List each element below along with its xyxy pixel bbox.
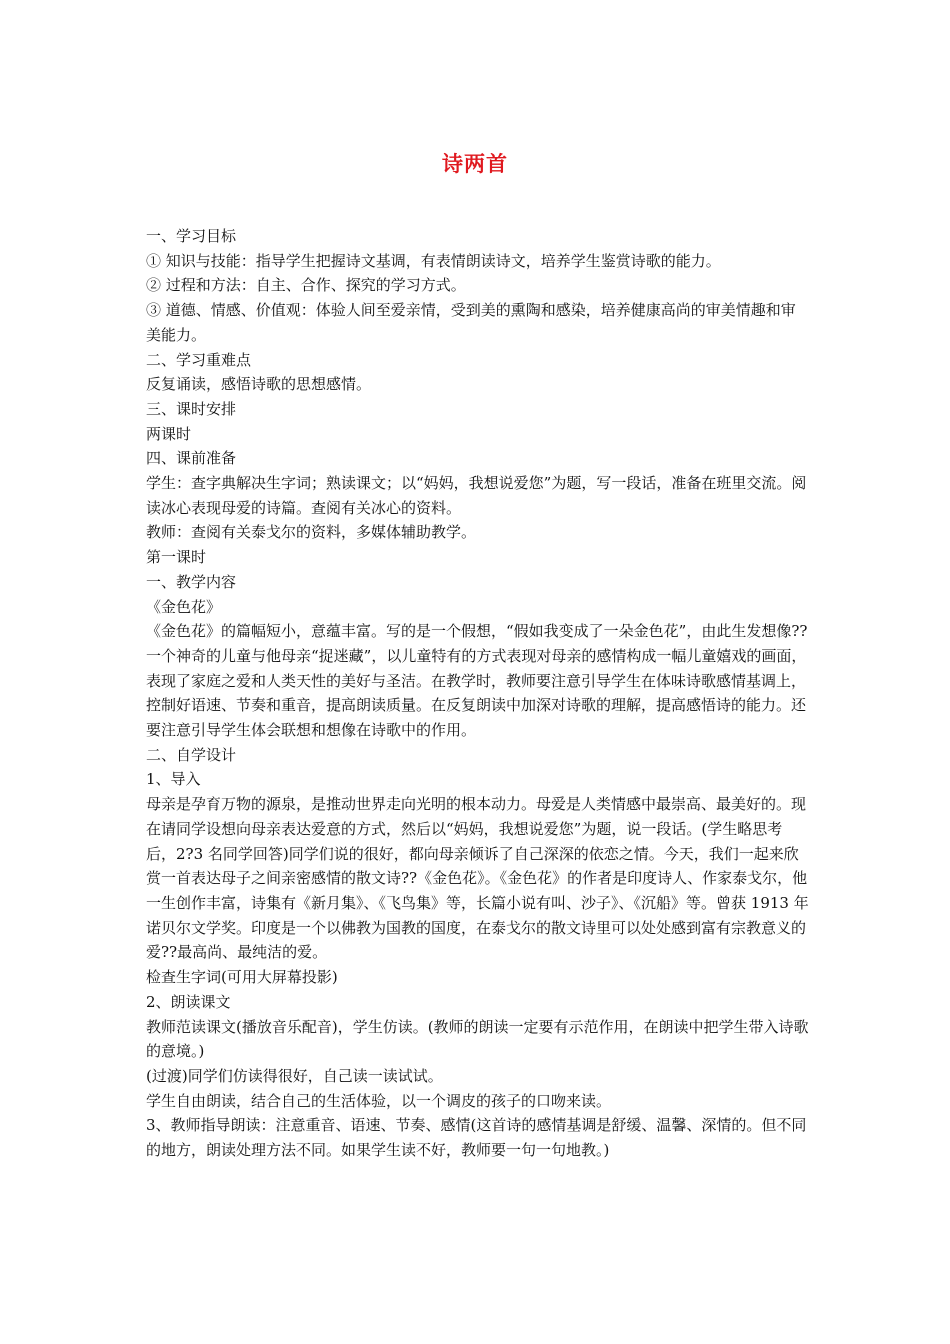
paragraph-preparation-teacher: 教师：查阅有关泰戈尔的资料，多媒体辅助教学。: [146, 523, 477, 542]
paragraph-reading-heading: 2、朗读课文: [146, 992, 231, 1011]
paragraph-content-heading: 一、教学内容: [146, 572, 237, 591]
paragraph-free-reading: 学生自由朗读，结合自己的生活体验，以一个调皮的孩子的口吻来读。: [146, 1091, 612, 1110]
paragraph-key-points-heading: 二、学习重难点: [146, 350, 252, 369]
paragraph-goal-process: ② 过程和方法：自主、合作、探究的学习方式。: [146, 276, 466, 295]
paragraph-first-lesson: 第一课时: [146, 548, 207, 567]
document-title: 诗两首: [442, 152, 508, 176]
paragraph-teacher-reading: 教师范读课文(播放音乐配音)，学生仿读。(教师的朗读一定要有示范作用，在朗读中把学生带入诗歌的意境。): [146, 1017, 809, 1061]
paragraph-self-study-heading: 二、自学设计: [146, 745, 237, 764]
paragraph-poem-analysis: 《金色花》的篇幅短小，意蕴丰富。写的是一个假想，“假如我变成了一朵金色花”，由此生发想像??一个神奇的儿童与他母亲“捉迷藏”，以儿童特有的方式表现对母亲的感情构成一幅儿童嬉戏的画面，表现了家庭之爱和人类天性的美好与圣洁。在教学时，教师要注意引导学生在体味诗歌感情基调上，控制好语速、节奏和重音，提高朗读质量。在反复朗读中加深对诗歌的理解，提高感悟诗的能力。还要注意引导学生体会联想和想像在诗歌中的作用。: [146, 622, 808, 740]
paragraph-poem-title: 《金色花》: [146, 597, 222, 616]
paragraph-schedule-heading: 三、课时安排: [146, 399, 237, 418]
paragraph-guided-reading: 3、教师指导朗读：注意重音、语速、节奏、感情(这首诗的感情基调是舒缓、温馨、深情的。但不同的地方，朗读处理方法不同。如果学生读不好，教师要一句一句地教。): [146, 1116, 807, 1160]
paragraph-intro-heading: 1、导入: [146, 770, 201, 789]
paragraph-goal-knowledge: ① 知识与技能：指导学生把握诗文基调，有表情朗读诗文，培养学生鉴赏诗歌的能力。: [146, 251, 721, 270]
document-body: [146, 224, 810, 1163]
paragraph-vocabulary-check: 检查生字词(可用大屏幕投影): [146, 968, 338, 987]
paragraph-schedule: 两课时: [146, 424, 192, 443]
paragraph-learning-goals-heading: 一、学习目标: [146, 227, 237, 245]
paragraph-key-points: 反复诵读，感悟诗歌的思想感情。: [146, 375, 372, 394]
paragraph-goal-values: ③ 道德、情感、价值观：体验人间至爱亲情，受到美的熏陶和感染，培养健康高尚的审美情趣和审美能力。: [146, 301, 796, 344]
paragraph-intro: 母亲是孕育万物的源泉，是推动世界走向光明的根本动力。母爱是人类情感中最崇高、最美好的。现在请同学设想向母亲表达爱意的方式，然后以“妈妈，我想说爱您”为题，说一段话。(学生略思考后，2?3 名同学回答)同学们说的很好，都向母亲倾诉了自己深深的依恋之情。今天，我们一起来欣赏一首表达母子之间亲密感情的散文诗??《金色花》。《金色花》的作者是印度诗人、作家泰戈尔，他一生创作丰富，诗集有《新月集》、《飞鸟集》等，长篇小说有叫、沙子》、《沉船》等。曾获 1913 年诺贝尔文学奖。印度是一个以佛教为国教的国度，在泰戈尔的散文诗里可以处处感到富有宗教意义的爱??最高尚、最纯洁的爱。: [146, 795, 809, 962]
paragraph-preparation-heading: 四、课前准备: [146, 449, 237, 468]
paragraph-transition: (过渡)同学们仿读得很好，自己读一读试试。: [146, 1066, 443, 1085]
paragraph-preparation-students: 学生：查字典解决生字词；熟读课文；以“妈妈，我想说爱您”为题，写一段话，准备在班里交流。阅读冰心表现母爱的诗篇。查阅有关冰心的资料。: [146, 474, 807, 517]
